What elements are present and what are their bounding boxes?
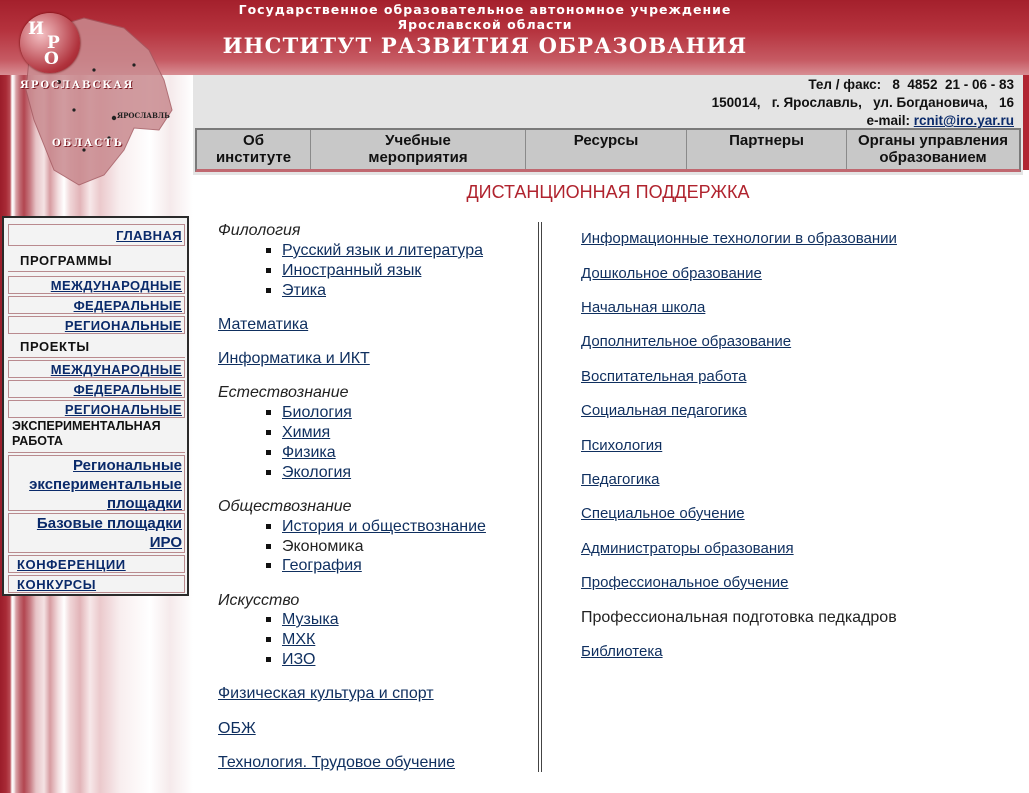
bullet-icon	[266, 563, 271, 568]
column-divider	[538, 222, 542, 772]
category-social-studies: Обществознание	[218, 498, 352, 515]
link-russian[interactable]: Русский язык и литература	[282, 242, 484, 259]
bullet-icon	[266, 248, 271, 253]
link-library[interactable]: Библиотека	[581, 643, 663, 660]
email-label: e-mail:	[866, 113, 911, 128]
bullet-icon	[266, 637, 271, 642]
text-teacher-training: Профессиональная подготовка педкадров	[581, 609, 897, 626]
menu-projects-international[interactable]: МЕЖДУНАРОДНЫЕ	[8, 360, 185, 378]
link-technology[interactable]: Технология. Трудовое обучение	[218, 754, 456, 771]
bullet-icon	[266, 524, 271, 529]
link-geography[interactable]: География	[282, 557, 362, 574]
bullet-icon	[266, 450, 271, 455]
menu-regional-sites-line3: площадки	[107, 495, 182, 512]
menu-regional-sites-line2: экспериментальные	[29, 476, 182, 493]
link-obzh[interactable]: ОБЖ	[218, 720, 256, 737]
map-label-bottom: ОБЛАСТЬ	[52, 138, 124, 149]
map-label-city: ЯРОСЛАВЛЬ	[117, 111, 170, 120]
menu-home[interactable]: ГЛАВНАЯ	[8, 224, 185, 246]
tab-resources[interactable]: Ресурсы	[526, 130, 687, 169]
org-line-2: Ярославской области	[397, 17, 573, 32]
link-biology[interactable]: Биология	[282, 404, 352, 421]
tab-about[interactable]: Об институте	[197, 130, 311, 169]
text-economics: Экономика	[282, 538, 364, 555]
map-label-top: ЯРОСЛАВСКАЯ	[20, 80, 135, 91]
link-izo[interactable]: ИЗО	[282, 651, 316, 668]
link-physical-education[interactable]: Физическая культура и спорт	[218, 685, 434, 702]
tab-events[interactable]: Учебные мероприятия	[311, 130, 526, 169]
menu-base-sites-line1: Базовые площадки	[36, 515, 182, 532]
menu-experimental-line1: ЭКСПЕРИМЕНТАЛЬНАЯ	[12, 419, 161, 433]
link-chemistry[interactable]: Химия	[282, 424, 331, 441]
menu-programs-federal[interactable]: ФЕДЕРАЛЬНЫЕ	[8, 296, 185, 314]
link-mhk[interactable]: МХК	[282, 631, 316, 648]
org-line-1: Государственное образовательное автономное учреждение	[238, 2, 732, 17]
iro-logo[interactable]	[20, 13, 80, 73]
link-administrators[interactable]: Администраторы образования	[581, 540, 794, 557]
bullet-icon	[266, 617, 271, 622]
link-foreign-language[interactable]: Иностранный язык	[282, 262, 422, 279]
email-link[interactable]: rcnit@iro.yar.ru	[913, 113, 1014, 128]
menu-experimental-heading	[8, 419, 185, 453]
category-philology: Филология	[218, 222, 301, 239]
link-preschool[interactable]: Дошкольное образование	[581, 265, 762, 282]
menu-programs-international[interactable]: МЕЖДУНАРОДНЫЕ	[8, 276, 185, 294]
page-title: ДИСТАНЦИОННАЯ ПОДДЕРЖКА	[466, 182, 750, 202]
institute-title: ИНСТИТУТ РАЗВИТИЯ ОБРАЗОВАНИЯ	[222, 33, 748, 58]
link-history[interactable]: История и обществознание	[282, 518, 486, 535]
bullet-icon	[266, 430, 271, 435]
link-pedagogy[interactable]: Педагогика	[581, 471, 660, 488]
menu-base-sites[interactable]	[8, 513, 185, 553]
phone-text: Тел / факс: 8 4852 21 - 06 - 83	[808, 77, 1014, 92]
menu-projects-federal[interactable]: ФЕДЕРАЛЬНЫЕ	[8, 380, 185, 398]
menu-base-sites-line2: ИРО	[149, 534, 182, 551]
link-upbringing[interactable]: Воспитательная работа	[581, 368, 747, 385]
category-natural-science: Естествознание	[218, 384, 349, 401]
link-it-in-education[interactable]: Информационные технологии в образовании	[581, 230, 897, 247]
link-additional-education[interactable]: Дополнительное образование	[581, 333, 792, 350]
top-navigation	[195, 128, 1021, 172]
tab-partners[interactable]: Партнеры	[687, 130, 847, 169]
menu-projects-regional[interactable]: РЕГИОНАЛЬНЫЕ	[8, 400, 185, 418]
tab-government[interactable]: Органы управления образованием	[857, 132, 1009, 166]
menu-projects-heading: ПРОЕКТЫ	[8, 336, 185, 358]
organization-name	[190, 2, 780, 32]
bullet-icon	[266, 268, 271, 273]
logo-letter-o: О	[44, 49, 59, 69]
link-special-education[interactable]: Специальное обучение	[581, 505, 745, 522]
link-social-pedagogy[interactable]: Социальная педагогика	[581, 402, 747, 419]
link-vocational[interactable]: Профессиональное обучение	[581, 574, 789, 591]
menu-regional-sites[interactable]	[8, 455, 185, 511]
logo-letter-i: И	[28, 19, 45, 39]
link-ethics[interactable]: Этика	[282, 282, 327, 299]
category-art: Искусство	[218, 592, 300, 609]
menu-programs-heading: ПРОГРАММЫ	[8, 250, 185, 272]
contact-block	[712, 76, 1014, 130]
bullet-icon	[266, 288, 271, 293]
link-physics[interactable]: Физика	[282, 444, 336, 461]
left-menu	[2, 216, 189, 596]
header-right-strip	[1023, 75, 1029, 170]
menu-experimental-line2: РАБОТА	[12, 434, 63, 448]
menu-programs-regional[interactable]: РЕГИОНАЛЬНЫЕ	[8, 316, 185, 334]
bullet-icon	[266, 470, 271, 475]
address-text: 150014, г. Ярославль, ул. Богдановича, 16	[711, 95, 1014, 110]
menu-regional-sites-line1: Региональные	[73, 457, 182, 474]
link-ecology[interactable]: Экология	[282, 464, 352, 481]
link-math[interactable]: Математика	[218, 316, 309, 333]
bullet-icon	[266, 657, 271, 662]
menu-conferences[interactable]: КОНФЕРЕНЦИИ	[8, 555, 185, 573]
link-informatics[interactable]: Информатика и ИКТ	[218, 350, 370, 367]
bullet-icon	[266, 410, 271, 415]
menu-contests[interactable]: КОНКУРСЫ	[8, 575, 185, 593]
link-primary-school[interactable]: Начальная школа	[581, 299, 706, 316]
link-psychology[interactable]: Психология	[581, 437, 663, 454]
bullet-icon	[266, 544, 271, 549]
link-music[interactable]: Музыка	[282, 611, 339, 628]
logo-letter-r: Р	[47, 33, 60, 53]
